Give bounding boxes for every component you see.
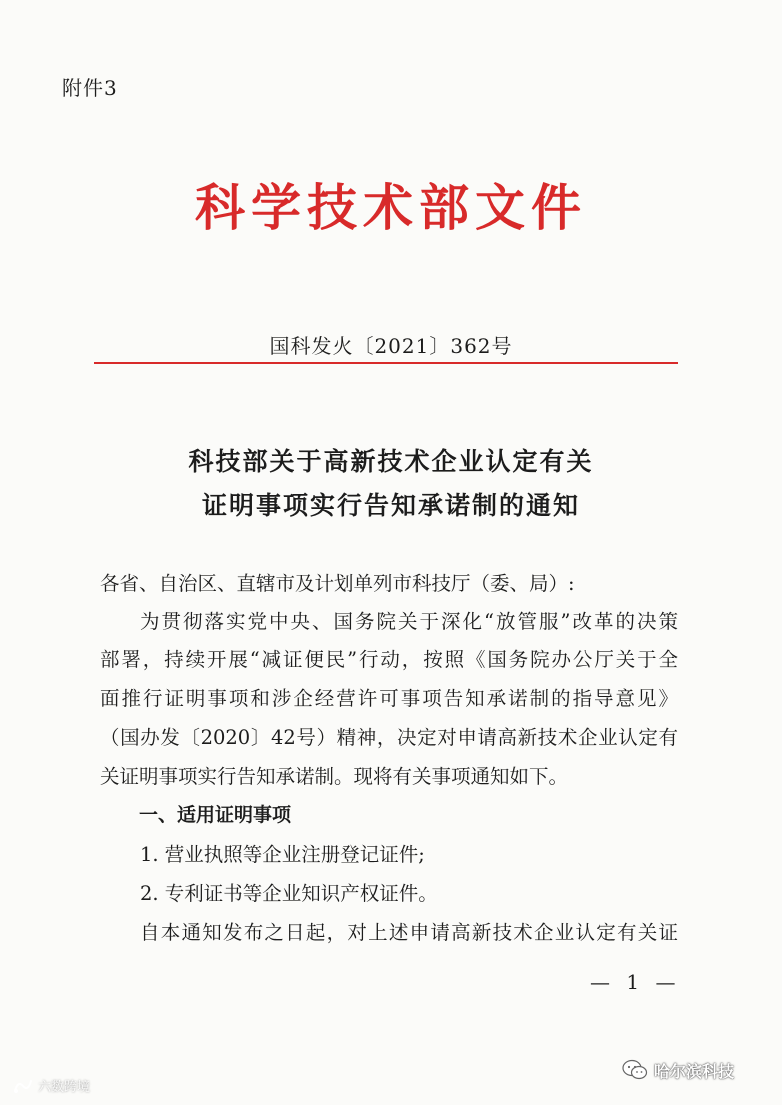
paragraph-1-line-4: （国办发〔2020〕42号）精神，决定对申请高新技术企业认定有 bbox=[100, 726, 678, 749]
list-item-1: 1. 营业执照等企业注册登记证件; bbox=[140, 843, 425, 866]
attachment-label: 附件3 bbox=[62, 76, 118, 100]
red-divider bbox=[94, 362, 678, 364]
watermark-right bbox=[622, 1058, 734, 1082]
logo-icon bbox=[12, 1077, 34, 1095]
notice-title-line-1: 科技部关于高新技术企业认定有关 bbox=[188, 447, 594, 476]
watermark-left bbox=[12, 1076, 90, 1095]
watermark-left-text: 六数跨境 bbox=[38, 1080, 91, 1095]
paragraph-1-line-3: 面推行证明事项和涉企经营许可事项告知承诺制的指导意见》 bbox=[100, 687, 678, 710]
wechat-icon bbox=[622, 1058, 648, 1082]
paragraph-1-line-2: 部署，持续开展“减证便民”行动，按照《国务院办公厅关于全 bbox=[100, 648, 678, 671]
paragraph-1-line-1: 为贯彻落实党中央、国务院关于深化“放管服”改革的决策 bbox=[140, 610, 678, 633]
addressee-line: 各省、自治区、直辖市及计划单列市科技厅（委、局）: bbox=[100, 572, 575, 595]
list-item-2: 2. 专利证书等企业知识产权证件。 bbox=[140, 882, 438, 905]
paragraph-1-line-5: 关证明事项实行告知承诺制。现将有关事项通知如下。 bbox=[100, 765, 569, 788]
document-number: 国科发火〔2021〕362号 bbox=[269, 334, 513, 358]
section-1-heading: 一、适用证明事项 bbox=[139, 804, 292, 826]
watermark-right-text: 哈尔滨科技 bbox=[654, 1061, 735, 1081]
page-number: — 1 — bbox=[590, 970, 681, 994]
paragraph-2-line-1: 自本通知发布之日起，对上述申请高新技术企业认定有关证 bbox=[140, 921, 678, 944]
document-header-title: 科学技术部文件 bbox=[195, 179, 587, 237]
notice-title-line-2: 证明事项实行告知承诺制的通知 bbox=[201, 491, 580, 520]
